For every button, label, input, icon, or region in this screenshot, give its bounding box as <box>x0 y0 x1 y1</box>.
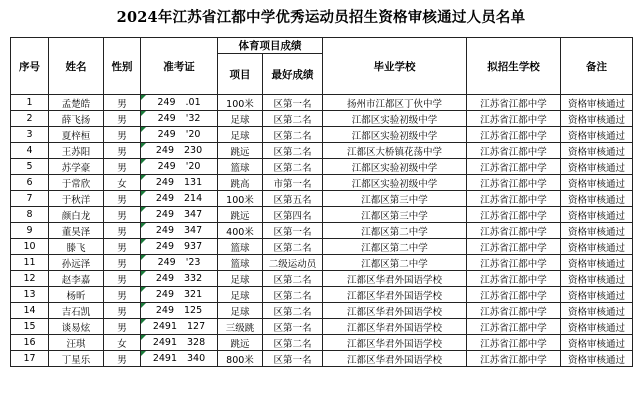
cell-exam-no <box>141 287 218 303</box>
cell-school: 江都区第二中学 <box>323 239 467 255</box>
exam-no-suffix: 937 <box>184 241 203 252</box>
exam-no-suffix: 347 <box>184 209 203 220</box>
cell-seq: 3 <box>11 127 49 143</box>
table-row <box>11 351 633 367</box>
cell-comment-marker-icon <box>141 175 146 180</box>
cell-name: 苏学豪 <box>49 159 104 175</box>
cell-gender: 男 <box>104 239 141 255</box>
cell-school: 扬州市江都区丁伙中学 <box>323 95 467 111</box>
exam-no-suffix: '20 <box>185 129 201 140</box>
cell-comment-marker-icon <box>141 335 146 340</box>
cell-comment-marker-icon <box>141 143 146 148</box>
header-exam-no: 准考证 <box>141 38 218 95</box>
exam-no-prefix: 249 <box>155 305 174 316</box>
cell-best-result: 区第二名 <box>263 271 323 287</box>
table-body <box>11 95 633 367</box>
cell-name: 王苏阳 <box>49 143 104 159</box>
cell-note: 资格审核通过 <box>561 287 633 303</box>
cell-name: 孙远泽 <box>49 255 104 271</box>
cell-target-school: 江苏省江都中学 <box>467 287 561 303</box>
cell-note: 资格审核通过 <box>561 335 633 351</box>
cell-exam-no <box>141 255 218 271</box>
cell-school: 江都区华君外国语学校 <box>323 287 467 303</box>
exam-no-suffix: 131 <box>184 177 203 188</box>
cell-school: 江都区第二中学 <box>323 223 467 239</box>
table-row <box>11 319 633 335</box>
cell-seq: 1 <box>11 95 49 111</box>
table-row <box>11 303 633 319</box>
cell-event: 跳远 <box>218 207 263 223</box>
cell-seq: 9 <box>11 223 49 239</box>
exam-no-prefix: 249 <box>155 145 174 156</box>
cell-school: 江都区实验初级中学 <box>323 159 467 175</box>
cell-event: 足球 <box>218 303 263 319</box>
cell-comment-marker-icon <box>141 159 146 164</box>
cell-note: 资格审核通过 <box>561 127 633 143</box>
cell-exam-no <box>141 111 218 127</box>
table-row <box>11 175 633 191</box>
exam-no-suffix: 347 <box>184 225 203 236</box>
cell-target-school: 江苏省江都中学 <box>467 175 561 191</box>
header-seq: 序号 <box>11 38 49 95</box>
cell-gender: 男 <box>104 271 141 287</box>
cell-gender: 男 <box>104 319 141 335</box>
cell-best-result: 区第一名 <box>263 223 323 239</box>
table-row <box>11 111 633 127</box>
exam-no-prefix: 249 <box>155 241 174 252</box>
cell-seq: 12 <box>11 271 49 287</box>
exam-no-suffix: 332 <box>184 273 203 284</box>
cell-exam-no <box>141 223 218 239</box>
cell-note: 资格审核通过 <box>561 271 633 287</box>
cell-exam-no <box>141 319 218 335</box>
cell-event: 跳远 <box>218 143 263 159</box>
cell-name: 吉石凯 <box>49 303 104 319</box>
table-row <box>11 95 633 111</box>
cell-target-school: 江苏省江都中学 <box>467 207 561 223</box>
cell-seq: 16 <box>11 335 49 351</box>
cell-school: 江都区实验初级中学 <box>323 111 467 127</box>
cell-exam-no <box>141 351 218 367</box>
cell-exam-no <box>141 271 218 287</box>
cell-event: 篮球 <box>218 255 263 271</box>
header-sport-group: 体育项目成绩 <box>218 38 323 54</box>
cell-gender: 女 <box>104 175 141 191</box>
cell-comment-marker-icon <box>141 319 146 324</box>
table-row <box>11 191 633 207</box>
cell-best-result: 区第二名 <box>263 335 323 351</box>
cell-note: 资格审核通过 <box>561 223 633 239</box>
cell-gender: 女 <box>104 335 141 351</box>
cell-school: 江都区华君外国语学校 <box>323 271 467 287</box>
cell-seq: 14 <box>11 303 49 319</box>
cell-event: 篮球 <box>218 159 263 175</box>
cell-name: 颜白龙 <box>49 207 104 223</box>
table-row <box>11 207 633 223</box>
exam-no-suffix: '20 <box>185 161 201 172</box>
exam-no-suffix: 230 <box>184 145 203 156</box>
exam-no-suffix: 340 <box>187 353 206 364</box>
cell-note: 资格审核通过 <box>561 95 633 111</box>
cell-school: 江都区第二中学 <box>323 255 467 271</box>
header-school: 毕业学校 <box>323 38 467 95</box>
cell-note: 资格审核通过 <box>561 319 633 335</box>
admission-table <box>10 37 633 367</box>
cell-gender: 男 <box>104 303 141 319</box>
cell-name: 夏梓桓 <box>49 127 104 143</box>
cell-best-result: 区第二名 <box>263 303 323 319</box>
cell-target-school: 江苏省江都中学 <box>467 143 561 159</box>
exam-no-prefix: 249 <box>155 273 174 284</box>
cell-seq: 8 <box>11 207 49 223</box>
exam-no-suffix: 125 <box>184 305 203 316</box>
cell-best-result: 二级运动员 <box>263 255 323 271</box>
cell-note: 资格审核通过 <box>561 207 633 223</box>
cell-exam-no <box>141 191 218 207</box>
cell-school: 江都区华君外国语学校 <box>323 351 467 367</box>
cell-name: 汪琪 <box>49 335 104 351</box>
cell-event: 100米 <box>218 95 263 111</box>
cell-target-school: 江苏省江都中学 <box>467 271 561 287</box>
cell-target-school: 江苏省江都中学 <box>467 351 561 367</box>
cell-note: 资格审核通过 <box>561 159 633 175</box>
cell-seq: 2 <box>11 111 49 127</box>
cell-school: 江都区第三中学 <box>323 191 467 207</box>
cell-best-result: 区第二名 <box>263 159 323 175</box>
cell-name: 于秋洋 <box>49 191 104 207</box>
table-row <box>11 255 633 271</box>
table-row <box>11 287 633 303</box>
cell-best-result: 区第一名 <box>263 319 323 335</box>
cell-gender: 男 <box>104 127 141 143</box>
cell-comment-marker-icon <box>141 303 146 308</box>
cell-seq: 6 <box>11 175 49 191</box>
cell-target-school: 江苏省江都中学 <box>467 319 561 335</box>
cell-target-school: 江苏省江都中学 <box>467 111 561 127</box>
exam-no-prefix: 2491 <box>152 353 178 364</box>
cell-best-result: 区第二名 <box>263 239 323 255</box>
exam-no-prefix: 249 <box>157 161 176 172</box>
exam-no-suffix: '32 <box>185 113 201 124</box>
cell-event: 篮球 <box>218 239 263 255</box>
cell-note: 资格审核通过 <box>561 255 633 271</box>
cell-name: 于常欣 <box>49 175 104 191</box>
cell-gender: 男 <box>104 159 141 175</box>
exam-no-suffix: 321 <box>184 289 203 300</box>
cell-exam-no <box>141 335 218 351</box>
cell-target-school: 江苏省江都中学 <box>467 127 561 143</box>
cell-best-result: 区第二名 <box>263 111 323 127</box>
exam-no-prefix: 249 <box>157 113 176 124</box>
cell-exam-no <box>141 303 218 319</box>
cell-target-school: 江苏省江都中学 <box>467 95 561 111</box>
cell-school: 江都区实验初级中学 <box>323 127 467 143</box>
cell-school: 江都区第三中学 <box>323 207 467 223</box>
header-event: 项目 <box>218 54 263 95</box>
cell-target-school: 江苏省江都中学 <box>467 255 561 271</box>
cell-exam-no <box>141 95 218 111</box>
table-row <box>11 159 633 175</box>
cell-gender: 男 <box>104 287 141 303</box>
exam-no-suffix: 127 <box>187 321 206 332</box>
cell-event: 足球 <box>218 271 263 287</box>
exam-no-prefix: 249 <box>157 97 176 108</box>
exam-no-prefix: 2491 <box>152 321 178 332</box>
cell-gender: 男 <box>104 255 141 271</box>
cell-gender: 男 <box>104 111 141 127</box>
cell-school: 江都区华君外国语学校 <box>323 319 467 335</box>
cell-name: 赵李嘉 <box>49 271 104 287</box>
cell-school: 江都区大桥镇花荡中学 <box>323 143 467 159</box>
cell-school: 江都区华君外国语学校 <box>323 303 467 319</box>
cell-seq: 17 <box>11 351 49 367</box>
cell-comment-marker-icon <box>141 271 146 276</box>
cell-event: 足球 <box>218 287 263 303</box>
cell-school: 江都区实验初级中学 <box>323 175 467 191</box>
cell-name: 谈易炫 <box>49 319 104 335</box>
exam-no-prefix: 249 <box>155 225 174 236</box>
cell-comment-marker-icon <box>141 255 146 260</box>
exam-no-suffix: '23 <box>185 257 201 268</box>
cell-comment-marker-icon <box>141 191 146 196</box>
exam-no-suffix: 214 <box>184 193 203 204</box>
cell-name: 孟楚皓 <box>49 95 104 111</box>
cell-exam-no <box>141 175 218 191</box>
exam-no-prefix: 249 <box>157 257 176 268</box>
cell-note: 资格审核通过 <box>561 175 633 191</box>
exam-no-prefix: 2491 <box>152 337 178 348</box>
cell-seq: 10 <box>11 239 49 255</box>
cell-school: 江都区华君外国语学校 <box>323 335 467 351</box>
cell-target-school: 江苏省江都中学 <box>467 335 561 351</box>
cell-comment-marker-icon <box>141 95 146 100</box>
exam-no-prefix: 249 <box>155 209 174 220</box>
cell-gender: 男 <box>104 207 141 223</box>
cell-best-result: 区第五名 <box>263 191 323 207</box>
cell-name: 薛飞扬 <box>49 111 104 127</box>
exam-no-suffix: .01 <box>185 97 201 108</box>
cell-comment-marker-icon <box>141 223 146 228</box>
cell-seq: 4 <box>11 143 49 159</box>
cell-comment-marker-icon <box>141 207 146 212</box>
header-gender: 性别 <box>104 38 141 95</box>
cell-note: 资格审核通过 <box>561 191 633 207</box>
exam-no-prefix: 249 <box>155 193 174 204</box>
cell-exam-no <box>141 143 218 159</box>
table-row <box>11 335 633 351</box>
cell-target-school: 江苏省江都中学 <box>467 303 561 319</box>
table-row <box>11 143 633 159</box>
cell-seq: 11 <box>11 255 49 271</box>
cell-gender: 男 <box>104 223 141 239</box>
cell-event: 跳远 <box>218 335 263 351</box>
cell-seq: 7 <box>11 191 49 207</box>
cell-best-result: 区第一名 <box>263 95 323 111</box>
cell-name: 杨昕 <box>49 287 104 303</box>
cell-event: 跳高 <box>218 175 263 191</box>
cell-note: 资格审核通过 <box>561 111 633 127</box>
exam-no-prefix: 249 <box>155 177 174 188</box>
cell-best-result: 区第一名 <box>263 351 323 367</box>
cell-best-result: 区第二名 <box>263 127 323 143</box>
cell-target-school: 江苏省江都中学 <box>467 239 561 255</box>
table-row <box>11 271 633 287</box>
exam-no-suffix: 328 <box>187 337 206 348</box>
cell-exam-no <box>141 207 218 223</box>
cell-seq: 5 <box>11 159 49 175</box>
cell-best-result: 市第一名 <box>263 175 323 191</box>
cell-comment-marker-icon <box>141 239 146 244</box>
table-row <box>11 223 633 239</box>
cell-comment-marker-icon <box>141 351 146 356</box>
cell-gender: 男 <box>104 95 141 111</box>
cell-event: 足球 <box>218 111 263 127</box>
cell-note: 资格审核通过 <box>561 143 633 159</box>
cell-comment-marker-icon <box>141 287 146 292</box>
exam-no-prefix: 249 <box>157 129 176 140</box>
cell-target-school: 江苏省江都中学 <box>467 159 561 175</box>
cell-best-result: 区第二名 <box>263 143 323 159</box>
exam-no-prefix: 249 <box>155 289 174 300</box>
cell-note: 资格审核通过 <box>561 303 633 319</box>
header-note: 备注 <box>561 38 633 95</box>
cell-event: 400米 <box>218 223 263 239</box>
cell-comment-marker-icon <box>141 111 146 116</box>
document-title: 2024年江苏省江都中学优秀运动员招生资格审核通过人员名单 <box>116 9 526 26</box>
cell-exam-no <box>141 239 218 255</box>
cell-best-result: 区第二名 <box>263 287 323 303</box>
cell-gender: 男 <box>104 191 141 207</box>
cell-note: 资格审核通过 <box>561 239 633 255</box>
cell-name: 滕飞 <box>49 239 104 255</box>
cell-best-result: 区第四名 <box>263 207 323 223</box>
cell-comment-marker-icon <box>141 127 146 132</box>
cell-gender: 男 <box>104 143 141 159</box>
cell-seq: 15 <box>11 319 49 335</box>
table-row <box>11 239 633 255</box>
cell-name: 董昊泽 <box>49 223 104 239</box>
cell-event: 三级跳 <box>218 319 263 335</box>
cell-event: 100米 <box>218 191 263 207</box>
header-target-school: 拟招生学校 <box>467 38 561 95</box>
cell-event: 足球 <box>218 127 263 143</box>
header-best-result: 最好成绩 <box>263 54 323 95</box>
cell-seq: 13 <box>11 287 49 303</box>
cell-gender: 男 <box>104 351 141 367</box>
cell-target-school: 江苏省江都中学 <box>467 223 561 239</box>
cell-target-school: 江苏省江都中学 <box>467 191 561 207</box>
table-row <box>11 127 633 143</box>
cell-note: 资格审核通过 <box>561 351 633 367</box>
header-name: 姓名 <box>49 38 104 95</box>
cell-exam-no <box>141 127 218 143</box>
cell-name: 丁星乐 <box>49 351 104 367</box>
cell-exam-no <box>141 159 218 175</box>
cell-event: 800米 <box>218 351 263 367</box>
